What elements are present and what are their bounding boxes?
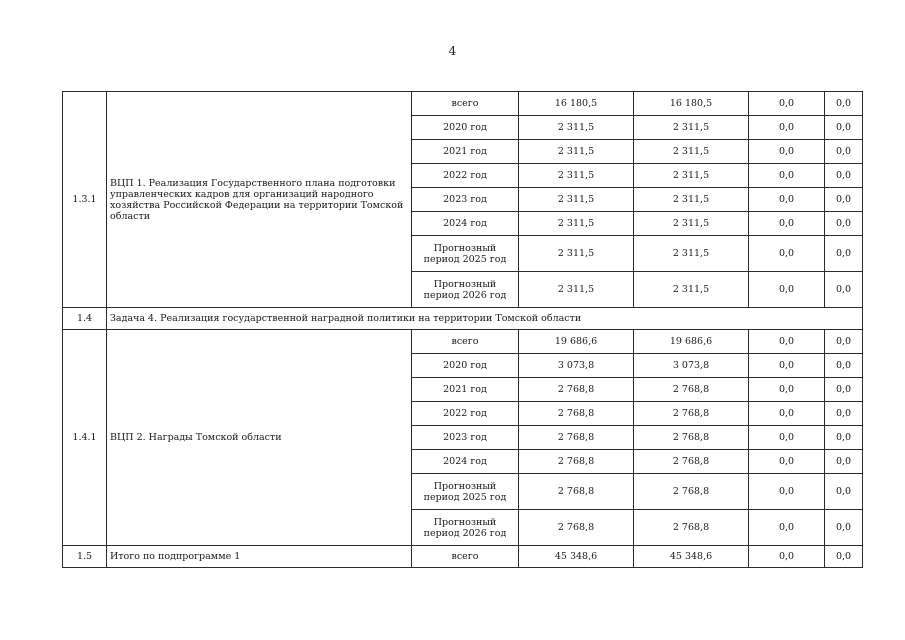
other-amount-cell: 0,0 [749, 474, 825, 510]
item-name: ВЦП 1. Реализация Государственного плана подготовки управленческих кадров для организаций народного хозяйства Российской Федерации на территории Томской области [107, 92, 412, 308]
period-cell: 2020 год [412, 116, 519, 140]
regional-amount-cell: 19 686,6 [634, 330, 749, 354]
total-amount-cell: 3 073,8 [519, 354, 634, 378]
period-cell: Прогнозный период 2025 год [412, 474, 519, 510]
other-amount-cell: 0,0 [749, 510, 825, 546]
other-amount-cell: 0,0 [749, 188, 825, 212]
table-row [63, 92, 863, 116]
regional-amount-cell: 2 768,8 [634, 426, 749, 450]
regional-amount-cell: 2 311,5 [634, 272, 749, 308]
regional-amount-cell: 45 348,6 [634, 546, 749, 568]
total-amount-cell: 2 768,8 [519, 510, 634, 546]
extra-amount-cell: 0,0 [825, 474, 863, 510]
other-amount-cell: 0,0 [749, 450, 825, 474]
period-cell: всего [412, 92, 519, 116]
extra-amount-cell: 0,0 [825, 546, 863, 568]
total-amount-cell: 16 180,5 [519, 92, 634, 116]
regional-amount-cell: 2 768,8 [634, 510, 749, 546]
other-amount-cell: 0,0 [749, 92, 825, 116]
task-title: Задача 4. Реализация государственной наградной политики на территории Томской области [107, 308, 863, 330]
extra-amount-cell: 0,0 [825, 164, 863, 188]
regional-amount-cell: 2 768,8 [634, 378, 749, 402]
regional-amount-cell: 2 311,5 [634, 236, 749, 272]
period-cell: 2020 год [412, 354, 519, 378]
period-cell: 2024 год [412, 212, 519, 236]
total-amount-cell: 2 311,5 [519, 116, 634, 140]
total-amount-cell: 2 311,5 [519, 212, 634, 236]
task-row [63, 308, 863, 330]
total-amount-cell: 2 768,8 [519, 450, 634, 474]
regional-amount-cell: 2 311,5 [634, 140, 749, 164]
extra-amount-cell: 0,0 [825, 188, 863, 212]
total-amount-cell: 2 311,5 [519, 272, 634, 308]
table-row [63, 330, 863, 354]
period-cell: 2023 год [412, 188, 519, 212]
period-cell: 2023 год [412, 426, 519, 450]
extra-amount-cell: 0,0 [825, 450, 863, 474]
other-amount-cell: 0,0 [749, 402, 825, 426]
total-amount-cell: 2 768,8 [519, 426, 634, 450]
row-code: 1.4.1 [63, 330, 107, 546]
other-amount-cell: 0,0 [749, 236, 825, 272]
period-cell: 2024 год [412, 450, 519, 474]
regional-amount-cell: 2 768,8 [634, 474, 749, 510]
period-cell: всего [412, 546, 519, 568]
total-amount-cell: 2 768,8 [519, 474, 634, 510]
extra-amount-cell: 0,0 [825, 212, 863, 236]
other-amount-cell: 0,0 [749, 354, 825, 378]
regional-amount-cell: 2 311,5 [634, 116, 749, 140]
total-amount-cell: 2 311,5 [519, 140, 634, 164]
period-cell: Прогнозный период 2025 год [412, 236, 519, 272]
row-code: 1.3.1 [63, 92, 107, 308]
budget-table [62, 91, 863, 568]
total-amount-cell: 2 311,5 [519, 188, 634, 212]
other-amount-cell: 0,0 [749, 140, 825, 164]
other-amount-cell: 0,0 [749, 378, 825, 402]
total-amount-cell: 45 348,6 [519, 546, 634, 568]
period-cell: 2022 год [412, 164, 519, 188]
period-cell: 2021 год [412, 378, 519, 402]
extra-amount-cell: 0,0 [825, 426, 863, 450]
other-amount-cell: 0,0 [749, 164, 825, 188]
other-amount-cell: 0,0 [749, 212, 825, 236]
period-cell: Прогнозный период 2026 год [412, 510, 519, 546]
item-name: Итого по подпрограмме 1 [107, 546, 412, 568]
regional-amount-cell: 2 311,5 [634, 212, 749, 236]
item-name: ВЦП 2. Награды Томской области [107, 330, 412, 546]
other-amount-cell: 0,0 [749, 546, 825, 568]
regional-amount-cell: 2 768,8 [634, 450, 749, 474]
total-amount-cell: 2 311,5 [519, 164, 634, 188]
extra-amount-cell: 0,0 [825, 116, 863, 140]
total-amount-cell: 2 768,8 [519, 378, 634, 402]
regional-amount-cell: 16 180,5 [634, 92, 749, 116]
period-cell: всего [412, 330, 519, 354]
page-number: 4 [448, 44, 457, 58]
other-amount-cell: 0,0 [749, 426, 825, 450]
extra-amount-cell: 0,0 [825, 330, 863, 354]
regional-amount-cell: 2 768,8 [634, 402, 749, 426]
regional-amount-cell: 3 073,8 [634, 354, 749, 378]
other-amount-cell: 0,0 [749, 330, 825, 354]
period-cell: 2022 год [412, 402, 519, 426]
extra-amount-cell: 0,0 [825, 92, 863, 116]
extra-amount-cell: 0,0 [825, 402, 863, 426]
period-cell: Прогнозный период 2026 год [412, 272, 519, 308]
other-amount-cell: 0,0 [749, 116, 825, 140]
period-cell: 2021 год [412, 140, 519, 164]
regional-amount-cell: 2 311,5 [634, 164, 749, 188]
other-amount-cell: 0,0 [749, 272, 825, 308]
regional-amount-cell: 2 311,5 [634, 188, 749, 212]
extra-amount-cell: 0,0 [825, 354, 863, 378]
extra-amount-cell: 0,0 [825, 140, 863, 164]
row-code: 1.5 [63, 546, 107, 568]
extra-amount-cell: 0,0 [825, 236, 863, 272]
total-amount-cell: 19 686,6 [519, 330, 634, 354]
extra-amount-cell: 0,0 [825, 272, 863, 308]
total-amount-cell: 2 768,8 [519, 402, 634, 426]
row-code: 1.4 [63, 308, 107, 330]
table-row [63, 546, 863, 568]
extra-amount-cell: 0,0 [825, 510, 863, 546]
extra-amount-cell: 0,0 [825, 378, 863, 402]
total-amount-cell: 2 311,5 [519, 236, 634, 272]
